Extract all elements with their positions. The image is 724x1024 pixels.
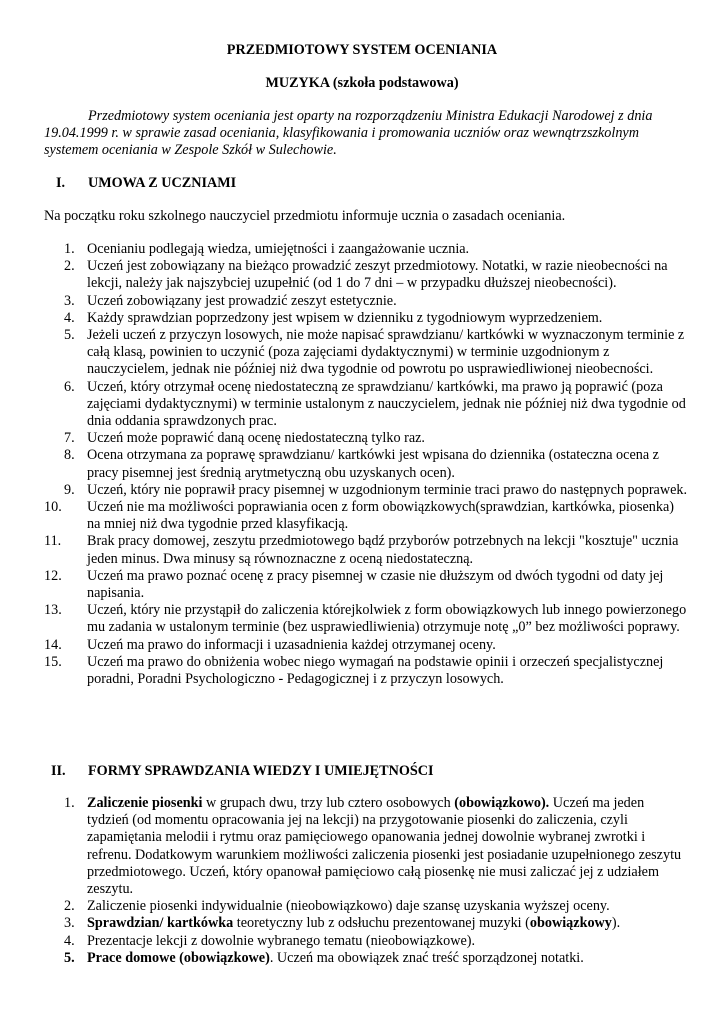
item-text: Zaliczenie piosenki indywidualnie (nieobowiązkowo) daje szansę uzyskania wyższej oceny.	[87, 898, 610, 915]
item-text: Uczeń ma prawo do obniżenia wobec niego wymagań na podstawie opinii i orzeczeń specjalistycznej poradni, Poradni Psychologiczno - Pedagogicznej i z przyczyn losowych.	[87, 653, 664, 688]
list-item	[44, 602, 689, 636]
item-number: 6.	[64, 378, 75, 395]
item-text: Prezentacje lekcji z dowolnie wybranego tematu (nieobowiązkowe).	[87, 932, 476, 949]
item-number: 7.	[64, 430, 75, 447]
item-number: 10.	[44, 499, 62, 516]
item-text: Uczeń, który nie przystąpił do zaliczenia którejkolwiek z form obowiązkowych lub innego powierzonego mu zadania w ustalonym terminie (bez usprawiedliwienia) otrzymuje notę „0” bez możliwości poprawy.	[87, 602, 687, 636]
item-text: Jeżeli uczeń z przyczyn losowych, nie może napisać sprawdzianu/ kartkówki w wyznaczonym terminie z całą klasą, powinien to uczynić (poza zajęciami dydaktycznymi) w terminie uzgodnionym z nauczycielem, jednak nie później niż dwa tygodnie od powrotu po usprawiedliwionej nieobecności.	[87, 327, 685, 378]
item-text: w grupach dwu, trzy lub cztero osobowych	[202, 795, 455, 811]
item-number: 15.	[44, 653, 62, 670]
item-text: Uczeń ma prawo do informacji i uzasadnienia każdej otrzymanej oceny.	[87, 636, 496, 653]
item-text: Uczeń nie ma możliwości poprawiania ocen z form obowiązkowych(sprawdzian, kartkówka, piosenka) na mniej niż dwa tygodnie przed klasyfikacją.	[87, 499, 674, 533]
list-item	[44, 482, 689, 499]
item-text: Uczeń, który nie poprawił pracy pisemnej w uzgodnionym terminie traci prawo do następnych poprawek.	[87, 481, 688, 498]
item-number: 5.	[64, 327, 75, 344]
item-bold-text: (obowiązkowo).	[454, 795, 550, 811]
item-text: Brak pracy domowej, zeszytu przedmiotowego bądź przyborów potrzebnych na lekcji "kosztuje" ucznia jeden minus. Dwa minusy są równoznaczne z oceną niedostateczną.	[87, 533, 679, 567]
section-title: UMOWA Z UCZNIAMI	[88, 175, 237, 191]
item-number: 11.	[44, 533, 62, 550]
item-number: 3.	[64, 292, 75, 309]
section-number: I.	[56, 175, 66, 191]
item-bold-text: Prace domowe (obowiązkowe)	[87, 949, 270, 966]
intro-paragraph: Przedmiotowy system oceniania jest oparty na rozporządzeniu Ministra Edukacji Narodowej z dnia 19.04.1999 r. w sprawie zasad oceniania, klasyfikowania i promowania uczniów oraz wewnątrzszkolnym systemem oceniania w Zespole Szkół w Sulechowie.	[44, 108, 653, 159]
item-number: 8.	[64, 447, 75, 464]
item-number: 13.	[44, 602, 62, 619]
list-item	[44, 293, 689, 310]
item-text: ).	[611, 915, 621, 932]
section-title: FORMY SPRAWDZANIA WIEDZY I UMIEJĘTNOŚCI	[88, 763, 434, 779]
list-item	[44, 950, 689, 967]
list-item	[44, 933, 689, 950]
rules-list	[44, 241, 689, 688]
list-item	[44, 915, 689, 932]
item-number: 14.	[44, 636, 62, 653]
item-text: Uczeń ma prawo poznać ocenę z pracy pisemnej w czasie nie dłuższym od dwóch tygodni od daty jej napisania.	[87, 567, 664, 602]
list-item	[44, 327, 689, 379]
document-title: PRZEDMIOTOWY SYSTEM OCENIANIA	[226, 42, 498, 58]
item-text: Ocena otrzymana za poprawę sprawdzianu/ kartkówki jest wpisana do dziennika (ostateczna ocena z pracy pisemnej jest średnią arytmetyczną obu uzyskanych ocen).	[87, 447, 659, 481]
item-text: . Uczeń ma obowiązek znać treść sporządzonej notatki.	[269, 949, 584, 966]
item-bold-text: Zaliczenie piosenki	[87, 795, 203, 811]
item-text: teoretyczny lub z odsłuchu prezentowanej muzyki (	[233, 915, 530, 932]
list-item	[44, 258, 689, 292]
list-item	[44, 637, 689, 654]
item-number: 3.	[64, 915, 75, 932]
item-number: 9.	[64, 481, 75, 498]
document-subtitle: MUZYKA (szkoła podstawowa)	[265, 75, 459, 91]
item-number: 4.	[64, 932, 75, 949]
item-number: 12.	[44, 567, 62, 584]
list-item	[44, 499, 689, 533]
section-lead: Na początku roku szkolnego nauczyciel przedmiotu informuje ucznia o zasadach oceniania.	[44, 208, 566, 224]
item-text: Uczeń, który otrzymał ocenę niedostateczną ze sprawdzianu/ kartkówki, ma prawo ją poprawić (poza zajęciami dydaktycznymi) w terminie ustalonym z nauczycielem, jednak nie później niż dwa tygodnie od dnia oddania sprawdzonych prac.	[87, 378, 686, 430]
list-item	[44, 379, 689, 431]
item-number: 5.	[64, 949, 75, 966]
forms-list	[44, 795, 689, 967]
item-number: 4.	[64, 309, 75, 326]
list-item	[44, 654, 689, 688]
item-text: Ocenianiu podlegają wiedza, umiejętności i zaangażowanie ucznia.	[87, 241, 470, 257]
item-number: 1.	[64, 795, 75, 811]
item-number: 2.	[64, 258, 75, 275]
item-text: Każdy sprawdzian poprzedzony jest wpisem w dzienniku z tygodniowym wyprzedzeniem.	[87, 309, 603, 326]
list-item	[44, 898, 689, 915]
list-item	[44, 795, 689, 898]
item-text: Uczeń jest zobowiązany na bieżąco prowadzić zeszyt przedmiotowy. Notatki, w razie nieobecności na lekcji, należy jak najszybciej uzupełnić (od 1 do 7 dni – w przypadku dłuższej nieobecności).	[87, 258, 668, 292]
item-text: Uczeń zobowiązany jest prowadzić zeszyt estetycznie.	[87, 292, 397, 309]
list-item	[44, 568, 689, 602]
item-number: 1.	[64, 241, 75, 257]
list-item	[44, 241, 689, 258]
list-item	[44, 430, 689, 447]
section-number: II.	[51, 763, 66, 779]
item-bold-text: Sprawdzian/ kartkówka	[87, 915, 234, 932]
item-text: Uczeń ma jeden tydzień (od momentu opracowania jej na lekcji) na przygotowanie piosenki do zaliczenia, czyli zapamiętania melodii i rytmu oraz pamięciowego opanowania jednej dowolnie wybranej zwrotki i refrenu. Dodatkowym warunkiem możliwości zaliczenia piosenki jest posiadanie uzupełnionego zeszytu przedmiotowego. Uczeń, który opanował pamięciowo całą piosenkę nie musi zaliczać jej z udziałem zeszytu.	[87, 795, 682, 898]
item-bold-text: obowiązkowy	[529, 915, 612, 932]
list-item	[44, 533, 689, 567]
item-number: 2.	[64, 898, 75, 915]
list-item	[44, 310, 689, 327]
item-text: Uczeń może poprawić daną ocenę niedostateczną tylko raz.	[87, 430, 425, 447]
list-item	[44, 447, 689, 481]
